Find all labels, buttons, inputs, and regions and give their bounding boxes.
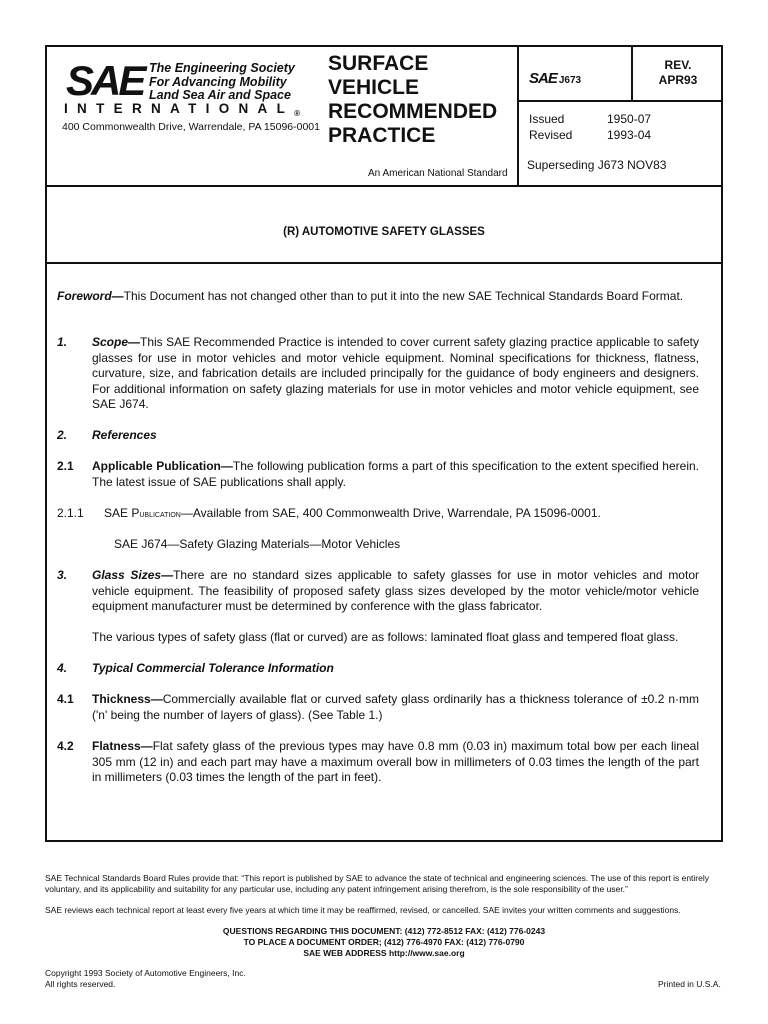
footer-questions: QUESTIONS REGARDING THIS DOCUMENT: (412) 772-8512 FAX: (412) 776-0243 bbox=[222, 926, 546, 936]
section-2-1-1-paragraph bbox=[104, 506, 601, 520]
section-1-scope bbox=[92, 335, 699, 413]
section-1-label: Scope— bbox=[92, 335, 141, 349]
doctype-line-3: RECOMMENDED bbox=[328, 100, 498, 123]
sae-logo bbox=[66, 57, 144, 104]
reference-sae-j674: SAE J674—Safety Glazing Materials—Motor Vehicles bbox=[114, 537, 401, 551]
footer-web-address: SAE WEB ADDRESS http://www.sae.org bbox=[303, 948, 465, 958]
revised-value: 1993-04 bbox=[607, 128, 652, 142]
standard-number-text: J673 bbox=[558, 75, 582, 86]
section-4-1-number: 4.1 bbox=[57, 692, 74, 706]
section-3-text: There are no standard sizes applicable to safety glasses for use in motor vehicles and motor vehicle equipment. The feasibility of proposed safety glass sizes developed by the motor vehicle/motor vehicle equipment manufacturer must be determined by conference with the glass fabricator. bbox=[92, 568, 699, 613]
foreword-text: This Document has not changed other than to put it into the new SAE Technical Standards Board Format. bbox=[123, 289, 684, 303]
section-3-paragraph bbox=[92, 568, 699, 615]
footer-rules-text: SAE Technical Standards Board Rules provide that: “This report is published by SAE to advance the state of technical and engineering sciences. The use of this report is entirely voluntary, and its applicability and suitability for any particular use, including any patent infringement arising therefrom, is the sole responsibility of the user.” bbox=[45, 873, 710, 894]
rev-divider-horizontal bbox=[517, 100, 723, 102]
international-wordmark bbox=[64, 101, 300, 118]
footer-copyright: Copyright 1993 Society of Automotive Engineers, Inc. bbox=[45, 968, 246, 978]
registered-mark: ® bbox=[294, 109, 301, 118]
revised-label: Revised bbox=[529, 128, 573, 142]
section-1-number: 1. bbox=[57, 335, 68, 349]
document-title: (R) AUTOMOTIVE SAFETY GLASSES bbox=[283, 226, 485, 238]
header-divider-vertical bbox=[517, 45, 519, 185]
section-4-1-paragraph bbox=[92, 692, 699, 723]
section-2-1-1-label-a: SAE P bbox=[104, 506, 140, 520]
section-3-label: Glass Sizes— bbox=[92, 568, 174, 582]
title-bottom-rule bbox=[45, 262, 723, 264]
rev-value: APR93 bbox=[658, 73, 698, 87]
section-2-heading: References bbox=[92, 428, 157, 442]
section-4-2-label: Flatness— bbox=[92, 739, 153, 753]
sae-mini-logo: SAE bbox=[529, 70, 557, 87]
superseding-note: Superseding J673 NOV83 bbox=[527, 158, 667, 172]
section-2-1-paragraph bbox=[92, 459, 699, 490]
section-2-number: 2. bbox=[57, 428, 68, 442]
foreword-label: Foreword— bbox=[57, 289, 124, 303]
international-text: INTERNATIONAL bbox=[64, 101, 295, 116]
section-4-1-text: Commercially available flat or curved safety glass ordinarily has a thickness tolerance of ±0.2 n·mm ('n' being the number of layers of glass). (See Table 1.) bbox=[92, 692, 699, 722]
doctype-line-2: VEHICLE bbox=[328, 76, 420, 99]
tagline-line-3: Land Sea Air and Space bbox=[149, 88, 291, 102]
section-2-1-number: 2.1 bbox=[57, 459, 74, 473]
section-4-heading: Typical Commercial Tolerance Information bbox=[92, 661, 334, 675]
footer-rights: All rights reserved. bbox=[45, 979, 116, 989]
footer-printed: Printed in U.S.A. bbox=[658, 979, 721, 989]
section-3-number: 3. bbox=[57, 568, 68, 582]
revision-block bbox=[640, 58, 716, 88]
rev-divider-vertical bbox=[631, 45, 633, 102]
tagline-line-2: For Advancing Mobility bbox=[149, 74, 287, 89]
section-4-number: 4. bbox=[57, 661, 68, 675]
section-4-2-number: 4.2 bbox=[57, 739, 74, 753]
header-bottom-rule bbox=[45, 185, 723, 187]
society-tagline bbox=[149, 62, 295, 103]
section-4-1-label: Thickness— bbox=[92, 692, 163, 706]
section-3-paragraph-2: The various types of safety glass (flat or curved) are as follows: laminated float glass and tempered float glass. bbox=[92, 630, 679, 644]
section-4-2-paragraph bbox=[92, 739, 699, 786]
section-2-1-1-label-b: ublication bbox=[139, 509, 181, 520]
section-2-1-text: The following publication forms a part of this specification to the extent specified herein. The latest issue of SAE publications shall apply. bbox=[92, 459, 700, 489]
doctype-line-1: SURFACE bbox=[328, 52, 429, 75]
tagline-line-1: The Engineering Society bbox=[149, 61, 295, 75]
section-2-1-label: Applicable Publication— bbox=[92, 459, 233, 473]
rev-label: REV. bbox=[664, 58, 692, 72]
standard-number bbox=[529, 70, 581, 87]
american-national-standard-label: An American National Standard bbox=[368, 168, 508, 179]
section-1-text: This SAE Recommended Practice is intended to cover current safety glazing practice applicable to safety glasses for use in motor vehicles and motor vehicle equipment. Nominal specifications for thickness, flatness, curvature, size, and fabrication details are included principally for the guidance of body engineers and designers. For additional information on safety glazing materials for use in motor vehicles and motor vehicle equipment, see SAE J674. bbox=[92, 335, 699, 411]
section-4-2-text: Flat safety glass of the previous types may have 0.8 mm (0.03 in) maximum total bow per each lineal 305 mm (12 in) and each part may have a maximum overall bow in millimeters of 0.03 times the length of the part in millimeters (0.03 times the length of the part in feet). bbox=[92, 739, 699, 784]
doctype-line-4: PRACTICE bbox=[328, 124, 436, 147]
issued-label: Issued bbox=[529, 112, 565, 126]
sae-address: 400 Commonwealth Drive, Warrendale, PA 15096-0001 bbox=[62, 121, 320, 133]
sae-logo-text: SAE bbox=[66, 57, 144, 104]
section-2-1-1-number: 2.1.1 bbox=[57, 506, 84, 520]
footer-order: TO PLACE A DOCUMENT ORDER; (412) 776-4970 FAX: (412) 776-0790 bbox=[243, 937, 525, 947]
foreword-paragraph bbox=[57, 289, 699, 305]
document-type bbox=[328, 52, 497, 148]
footer-review-text: SAE reviews each technical report at least every five years at which time it may be reaffirmed, revised, or cancelled. SAE invites your written comments and suggestions. bbox=[45, 905, 681, 915]
section-2-1-1-text: —Available from SAE, 400 Commonwealth Drive, Warrendale, PA 15096-0001. bbox=[180, 506, 601, 520]
issued-value: 1950-07 bbox=[607, 112, 652, 126]
